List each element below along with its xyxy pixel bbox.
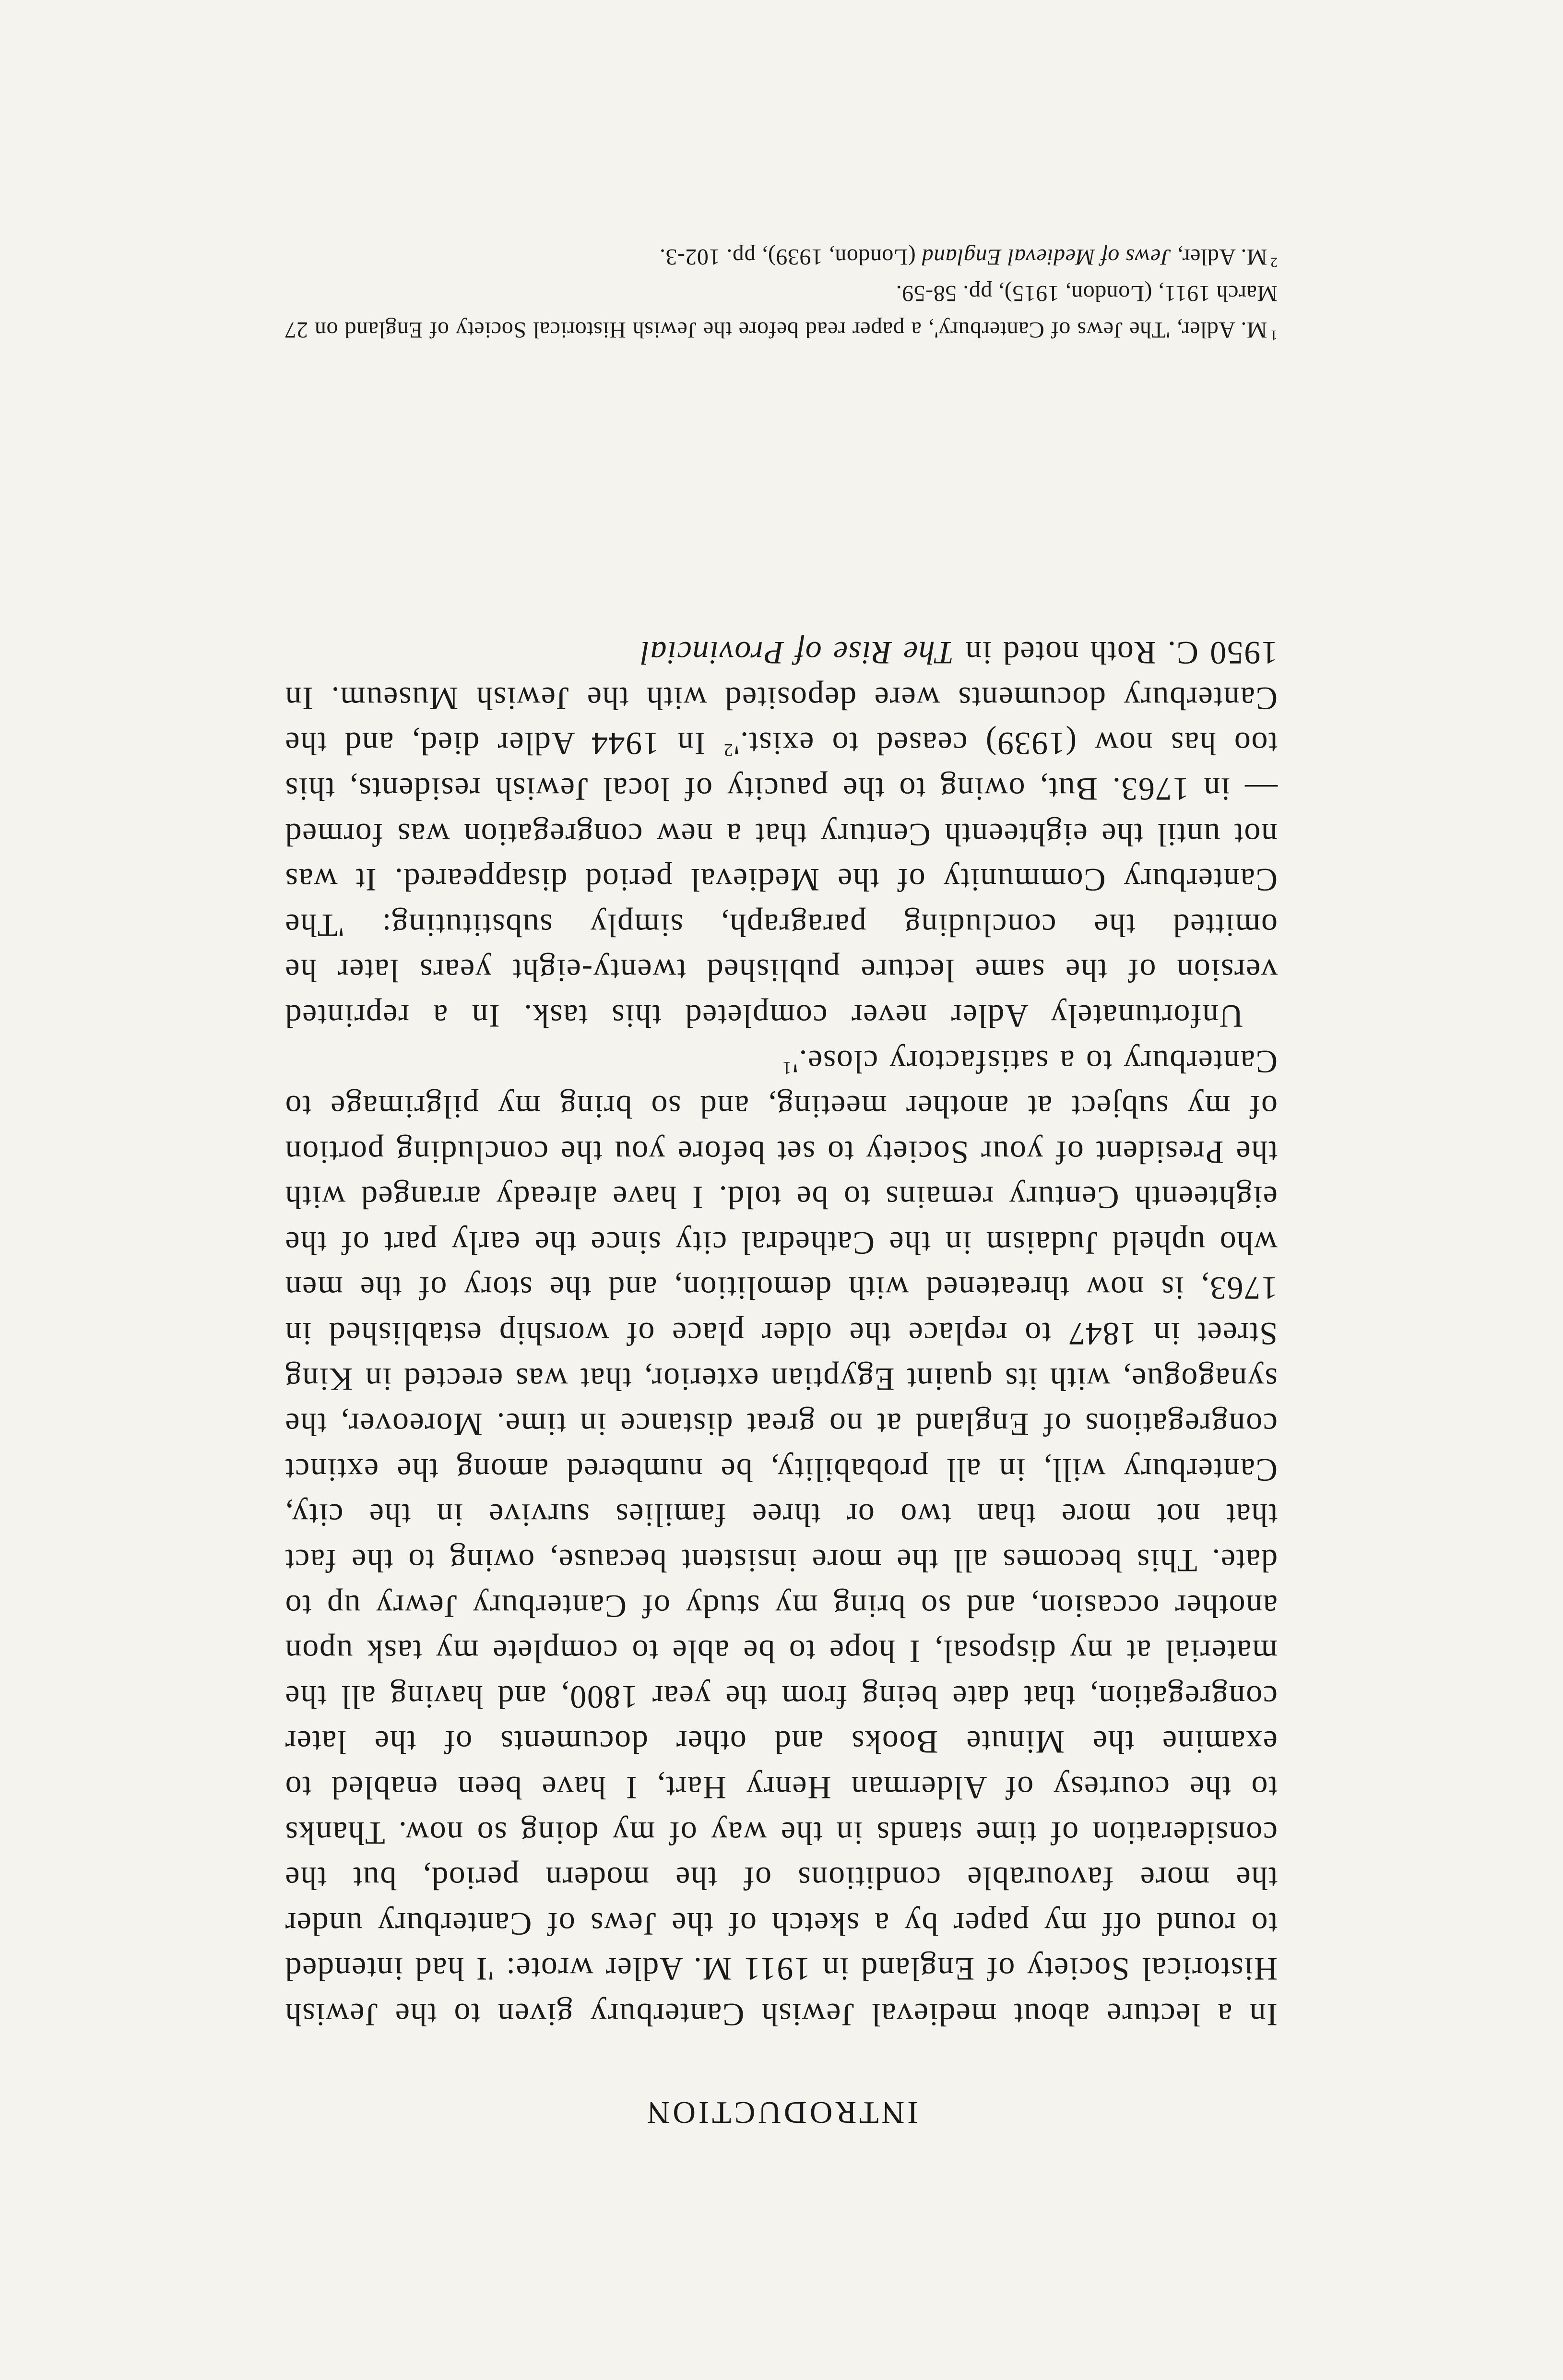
footnote-ref-2[interactable]: 2	[722, 740, 733, 761]
footnote-2-mark: 2	[1270, 254, 1278, 270]
paragraph-2	[284, 631, 1278, 1039]
footnote-1-text: M. Adler, 'The Jews of Canterbury', a paper read before the Jewish Historical Society of England on 27 March 1911, (London, 1915), pp. 58-59.	[284, 281, 1278, 343]
footnote-2-post: (London, 1939), pp. 102-3.	[659, 244, 922, 270]
book-title-italic: The Rise of Provincial	[639, 635, 954, 672]
footnote-1-mark: 1	[1270, 327, 1278, 343]
paragraph-1	[284, 1039, 1278, 2037]
paragraph-2-text-b: In 1944 Adler died, and the Canterbury documents were deposited with the Jewish Museum. In 1950 C. Roth noted in	[284, 635, 1278, 762]
paragraph-2-text-a: Unfortunately Adler never completed this task. In a reprinted version of the same lecture published twenty-eight years later he omitted the concluding paragraph, simply substituting: 'The Canterbury Community of the Medieval period disappeared. It was not until the eighteenth Century that a new congregation was formed — in 1763. But, owing to the paucity of local Jewish residents, this too has now (1939) ceased to exist.'	[284, 726, 1278, 1035]
footnotes	[284, 238, 1278, 348]
footnote-2-title: Jews of Medieval England	[922, 244, 1172, 270]
footnote-2	[284, 238, 1278, 275]
page-title: INTRODUCTION	[644, 2095, 918, 2130]
footnote-ref-1[interactable]: 1	[782, 1058, 792, 1078]
paragraph-1-text: In a lecture about medieval Jewish Canterbury given to the Jewish Historical Society of England in 1911 M. Adler wrote: 'I had intended to round off my paper by a sketch of the Jews of Canterbury under the more favourable conditions of the modern period, but the consideration of time stands in the way of my doing so now. Thanks to the courtesy of Alderman Henry Hart, I have been enabled to examine the Minute Books and other documents of the later congregation, that date being from the year 1800, and having all the material at my disposal, I hope to be able to complete my task upon another occasion, and so bring my study of Canterbury Jewry up to date. This becomes all the more insistent because, owing to the fact that not more than two or three families survive in the city, Canterbury will, in all probability, be numbered among the extinct congregations of England at no great distance in time. Moreover, the synagogue, with its quaint Egyptian exterior, that was erected in King Street in 1847 to replace the older place of worship established in 1763, is now threatened with demolition, and the story of the men who upheld Judaism in the Cathedral city since the early part of the eighteenth Century remains to be told. I have already arranged with the President of your Society to set before you the concluding portion of my subject at another meeting, and so bring my pilgrimage to Canterbury to a satisfactory close.'	[284, 1043, 1278, 2033]
footnote-2-pre: M. Adler,	[1171, 244, 1267, 270]
main-text	[284, 631, 1278, 2130]
footnote-1	[284, 275, 1278, 348]
